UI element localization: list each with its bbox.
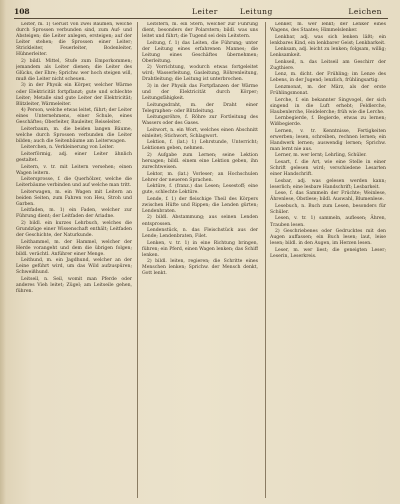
dictionary-entry: Leitern, v. tr. mit Leitern versehen; einen Wagen leitern. xyxy=(16,164,132,176)
dictionary-entry: Lektüre, f. (franz.) das Lesen; Lesestoff; eine gute, schlechte Lektüre. xyxy=(142,184,258,196)
dictionary-entry: 2) Vorrichtung, wodurch etwas fortgeleitet wird; Wasserleitung, Gasleitung, Röhrenleitung, Drahtleitung; die Leitung ist unterbrochen. xyxy=(142,65,258,83)
dictionary-entry: Leithund, m. ein Jagdhund, welcher an der Leine geführt wird, um das Wild aufzuspüren; Schweißhund. xyxy=(16,258,132,276)
dictionary-entry: Lenkbar, adj. was sich lenken läßt; ein lenkbares Kind, ein lenkbarer Geist; Lenkbarkeit. xyxy=(270,34,386,46)
dictionary-entry: Leithammel, m. der Hammel, welcher der Herde vorangeht und dem die übrigen folgen; bildl. verächtl. Anführer einer Menge. xyxy=(16,239,132,257)
dictionary-entry: 3) in der Physik das Fortpflanzen der Wärme und der Elektricität durch Körper; Leitungsfähigkeit. xyxy=(142,83,258,102)
dictionary-entry: 3) in der Physik ein Körper, welcher Wärme oder Elektricität fortpflanzt; gute und schlechte Leiter; Metalle sind gute Leiter der Elektricität; Blitzleiter, Wärmeleiter. xyxy=(16,83,132,107)
dictionary-entry: Lenkseil, n. das Leitseil am Geschirr der Zugthiere. xyxy=(270,59,386,71)
dictionary-entry: Lende, f. 1) der fleischige Theil des Körpers zwischen Hüfte und Rippen; die Lenden gürten; Lendenbraten. xyxy=(142,196,258,214)
dictionary-entry: Lendenstück, n. das Fleischstück aus der Lende; Lendenbraten, Filet. xyxy=(142,228,258,240)
dictionary-entry: Leitfaden, m. 1) ein Faden, welcher zur Führung dient; der Leitfaden der Ariadne. xyxy=(16,208,132,220)
dictionary-entry: Leitwort, n. ein Wort, welches einen Abschnitt einleitet; Stichwort, Schlagwort. xyxy=(142,127,258,139)
dictionary-entry: Leiter, m. 1) Gerüst von zwei Bäumen, welche durch Sprossen verbunden sind, zum Auf- und Absteigen; die Leiter anlegen, ersteigen; auf der Leiter stehen; die Sprossen einer Leiter; Strickleiter, Feuerleiter, Bodenleiter, Hühnerleiter. xyxy=(16,22,132,58)
header-rule xyxy=(14,18,388,19)
dictionary-entry: Leiterbaum, m. die beiden langen Bäume, welche durch Sprossen verbunden die Leiter bilden; auch die Seitenbäume am Leiterwagen. xyxy=(16,126,132,144)
dictionary-entry: 2) bildl. leiten, regieren; die Schritte eines Menschen lenken; Sprichw. der Mensch denkt, Gott lenkt. xyxy=(142,259,258,277)
header-middle-word: Leitung xyxy=(240,7,273,16)
dictionary-entry: Leitersprosse, f. die Querhölzer, welche die Leiterbäume verbinden und auf welche man tritt. xyxy=(16,177,132,189)
dictionary-entry: Lenz, m. dicht. der Frühling; im Lenze des Lebens, in der Jugend; lenzlich, frühlingsartig. xyxy=(270,72,386,84)
dictionary-entry: Leitseil, n. Seil, womit man Pferde oder anderes Vieh leitet; Zügel; am Leitseile gehen, führen. xyxy=(16,276,132,295)
column-separator xyxy=(137,22,138,498)
header-right-word: Leichen xyxy=(348,7,382,16)
dictionary-entry: 4) Person, welche etwas leitet, führt; der Leiter eines Unternehmens, einer Schule, eines Geschäftes; Oberleiter, Bauleiter, Reiseleiter. xyxy=(16,108,132,126)
column-separator xyxy=(265,22,266,498)
dictionary-entry: Leitungsröhre, f. Röhre zur Fortleitung des Wassers oder des Gases. xyxy=(142,115,258,127)
dictionary-entry: Lese, f. das Sammeln der Früchte; Weinlese, Ährenlese, Obstlese; bildl. Auswahl, Blumenlese. xyxy=(270,191,386,203)
dictionary-entry: Leiterwagen, m. ein Wagen mit Leitern an beiden Seiten, zum Fahren von Heu, Stroh und Garben. xyxy=(16,189,132,207)
dictionary-entry: Lernen, v. tr. Kenntnisse, Fertigkeiten erwerben; lesen, schreiben, rechnen lernen; ein Handwerk lernen; auswendig lernen; Sprichw. man lernt nie aus. xyxy=(270,128,386,152)
dictionary-entry: Lektion, f. (lat.) 1) Lehrstunde, Unterricht; Lektionen geben, nehmen. xyxy=(142,140,258,152)
dictionary-entry: Leiterchen, n. Verkleinerung von Leiter. xyxy=(21,145,115,151)
dictionary-entry: 2) bildl. Mittel, Stufe zum Emporkommen; jemandem als Leiter dienen; die Leiter des Glücks, der Ehre; Sprichw. wer hoch steigen will, muß die Leiter nicht scheuen. xyxy=(16,58,132,82)
dictionary-entry: Lenker, m. wer lenkt; der Lenker eines Wagens, des Staates; Himmelslenker. xyxy=(270,22,386,34)
dictionary-entry: Lesen, v. tr. 1) sammeln, auflesen; Ähren, Trauben lesen. xyxy=(270,216,386,228)
dictionary-entry: Lektor, m. (lat.) Vorleser; an Hochschulen Lehrer der neueren Sprachen. xyxy=(142,171,258,183)
dictionary-entry: Leitstern, m. ein Stern, welcher zur Führung dient, besonders der Polarstern; bildl. was uns leitet und führt; die Tugend sei dein Leitstern. xyxy=(142,22,258,40)
header-left-word: Leiter xyxy=(192,7,218,16)
dictionary-entry: Lesart, f. die Art, wie eine Stelle in einer Schrift gelesen wird; verschiedene Lesarten einer Handschrift. xyxy=(270,160,386,178)
dictionary-entry: Leser, m. wer liest; die geneigten Leser; Leserin, Leserkreis. xyxy=(270,247,386,259)
dictionary-entry: Lerner, m. wer lernt; Lehrling, Schüler. xyxy=(275,153,367,159)
dictionary-entry: Lesbar, adj. was gelesen werden kann; leserlich; eine lesbare Handschrift; Lesbarkeit. xyxy=(270,178,386,190)
dictionary-entry: Leitung, f. 1) das Leiten, die Führung; unter der Leitung eines erfahrenen Mannes; die Leitung eines Geschäftes übernehmen; Oberleitung. xyxy=(142,40,258,64)
dictionary-entry: Lesebuch, n. Buch zum Lesen, besonders für Schüler. xyxy=(270,203,386,215)
text-column-left xyxy=(16,22,132,498)
dictionary-entry: Leiterförmig, adj. einer Leiter ähnlich gestaltet. xyxy=(16,151,132,164)
dictionary-entry: Leitungsdraht, m. der Draht einer Telegraphen- oder Blitzleitung. xyxy=(142,102,258,114)
dictionary-entry: Lenzmonat, m. der März, als der erste Frühlingsmonat. xyxy=(270,84,386,97)
dictionary-entry: Lenksam, adj. leicht zu lenken; folgsam, willig; Lenksamkeit. xyxy=(270,47,386,59)
dictionary-entry: 2) bildl. ein kurzes Lehrbuch, welches die Grundzüge einer Wissenschaft enthält; Leitfaden der Geschichte, der Naturkunde. xyxy=(16,221,132,239)
text-column-middle xyxy=(142,22,258,498)
book-spine-shadow xyxy=(0,0,6,504)
dictionary-entry: Lernbegierde, f. Begierde, etwas zu lernen; Wißbegierde. xyxy=(270,116,386,128)
page-number: 108 xyxy=(14,7,30,16)
page-header xyxy=(14,6,388,18)
dictionary-entry: 2) bildl. Abstammung; aus seinen Lenden entsprossen. xyxy=(142,215,258,227)
text-column-right xyxy=(270,22,386,498)
dictionary-entry: 2) Aufgabe zum Lernen; seine Lektion hersagen; bildl. einem eine Lektion geben, ihn zurechtweisen. xyxy=(142,152,258,171)
dictionary-entry: 2) Geschriebenes oder Gedrucktes mit den Augen auffassen; ein Buch lesen; laut, leise lesen; bildl. in den Augen, im Herzen lesen. xyxy=(270,229,386,247)
dictionary-entry: Lenken, v. tr. 1) in eine Richtung bringen, führen; ein Pferd, einen Wagen lenken; das Schiff lenken. xyxy=(142,240,258,258)
dictionary-entry: Lerche, f. ein bekannter Singvogel, der sich singend in die Luft erhebt; Feldlerche, Haubenlerche, Heidelerche; früh wie die Lerche. xyxy=(270,97,386,115)
